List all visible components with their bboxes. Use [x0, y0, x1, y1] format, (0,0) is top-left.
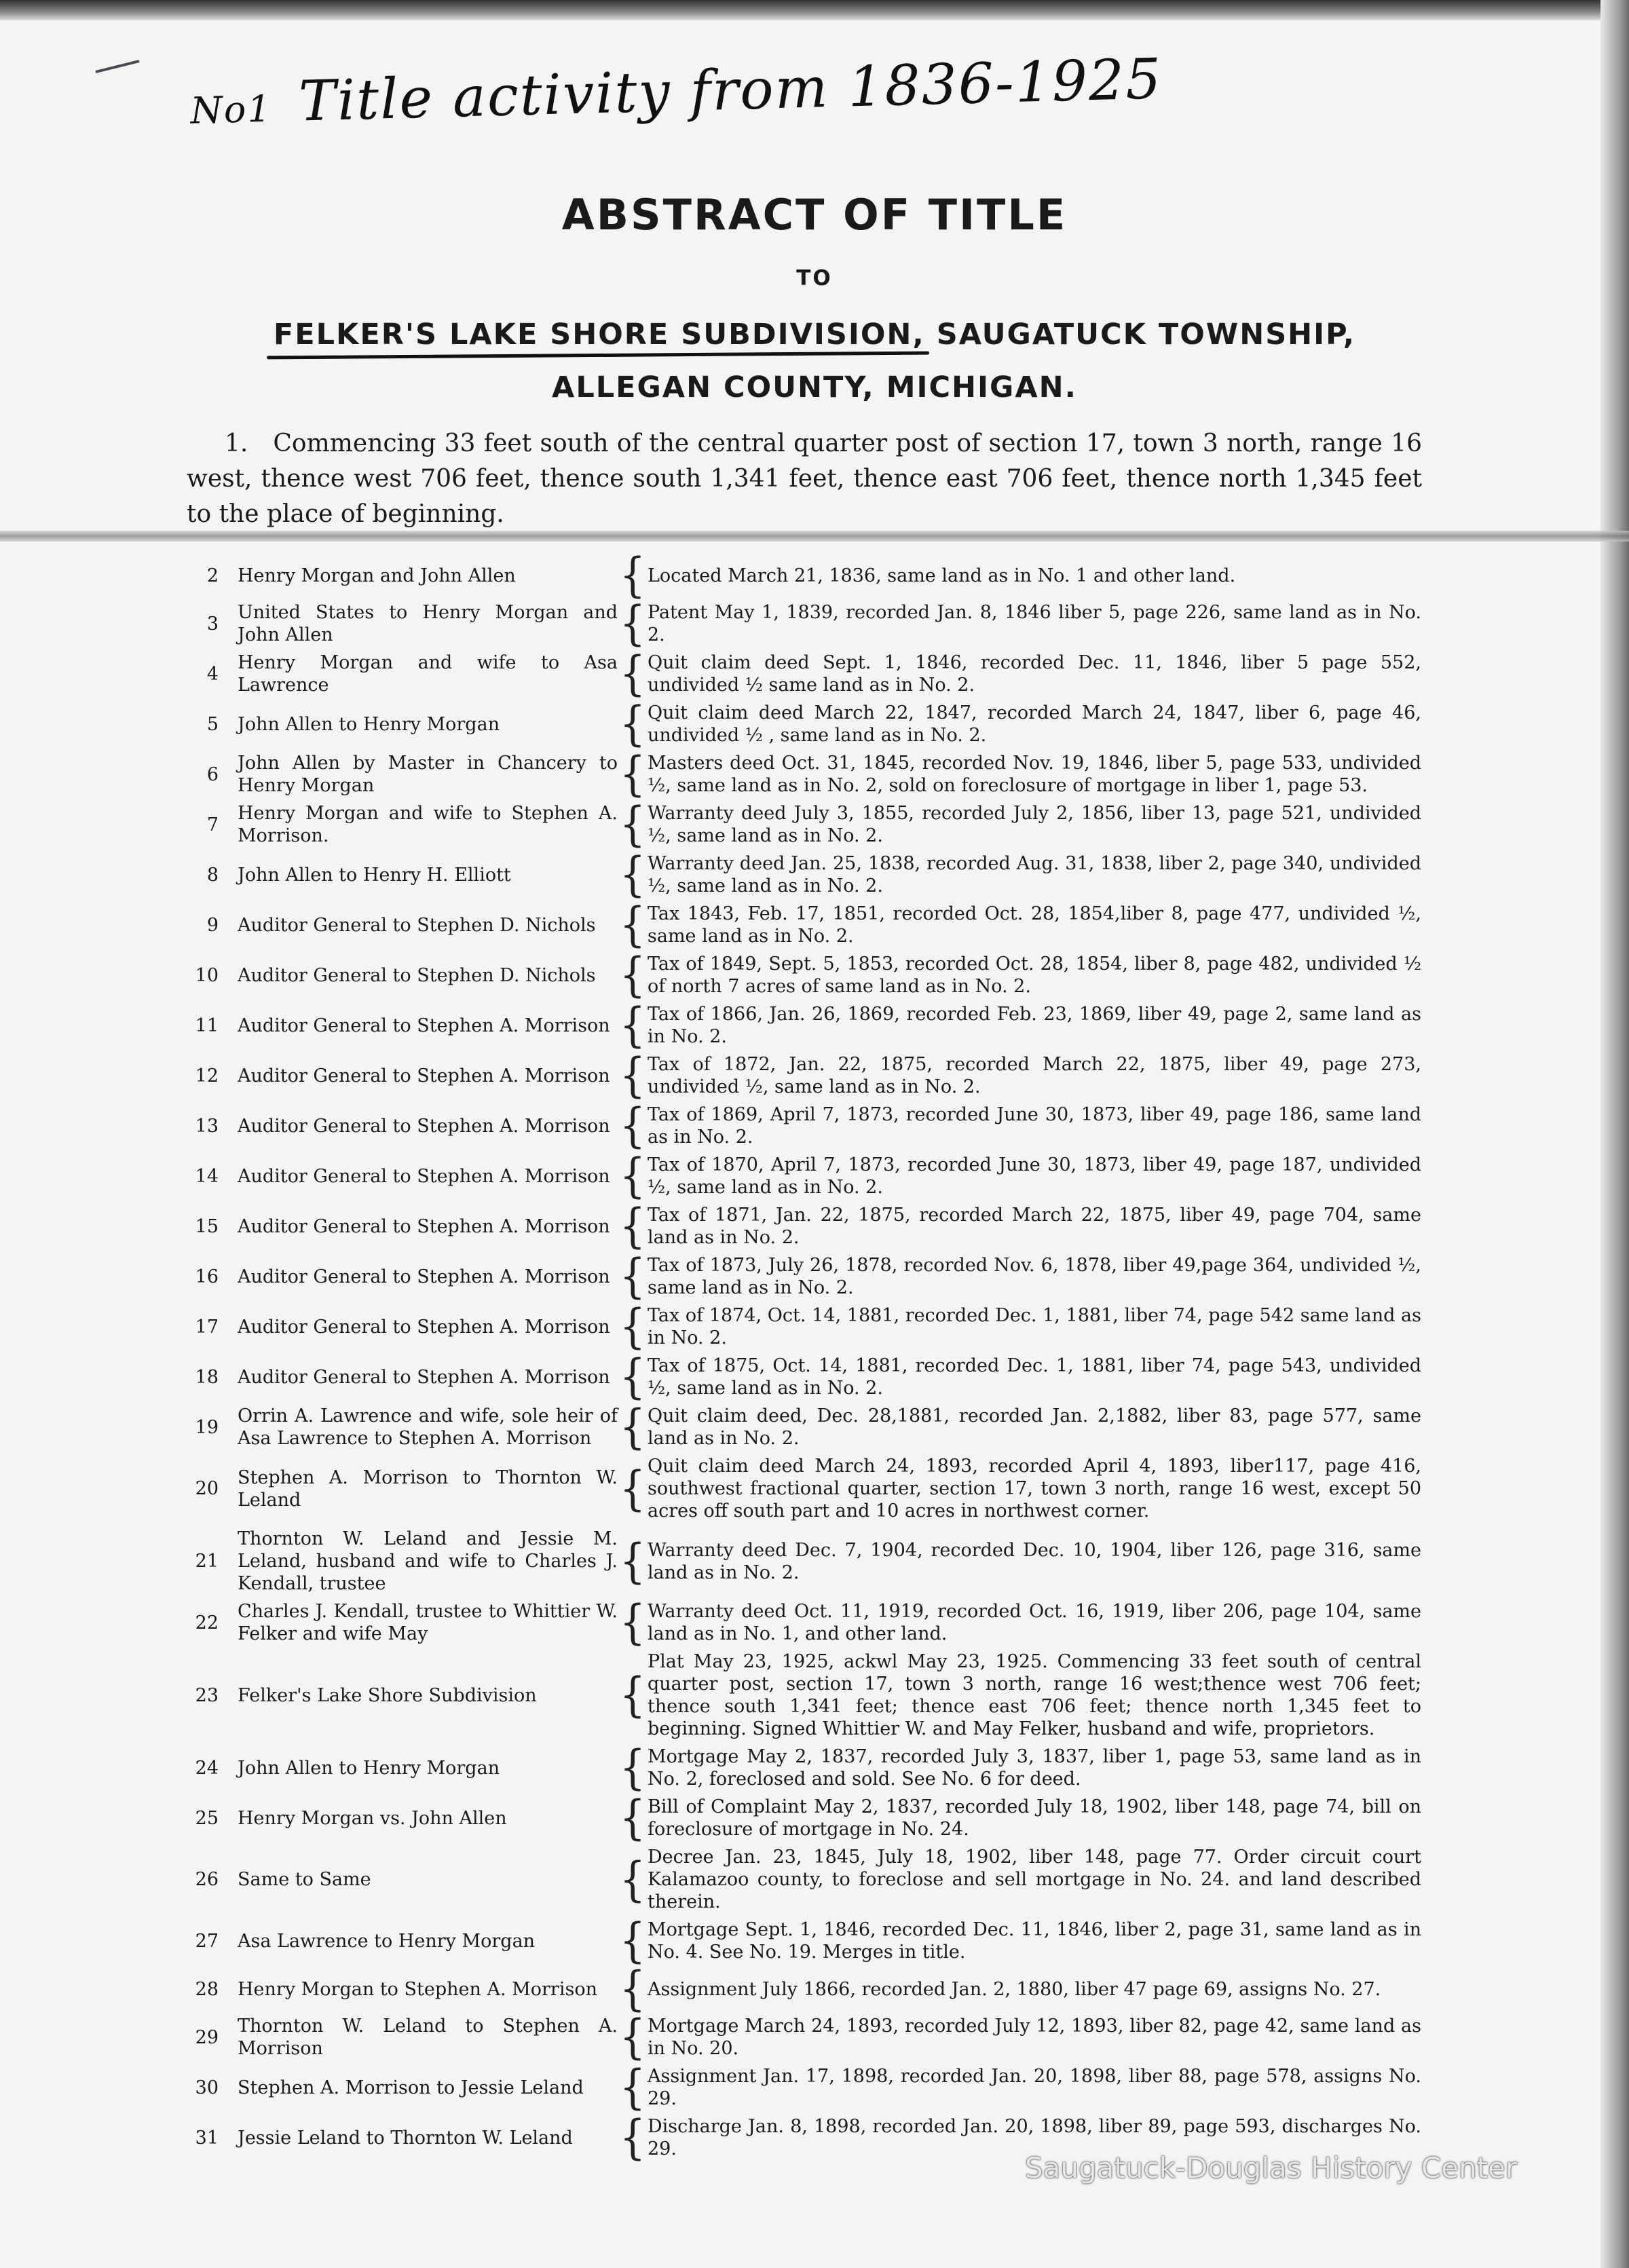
- brace-icon: {: [619, 2009, 646, 2065]
- entry-parties: John Allen by Master in Chancery to Henry Morgan: [238, 753, 618, 796]
- entry-detail: Quit claim deed March 24, 1893, recorded April 4, 1893, liber117, page 416, southwest fractional quarter, section 17, town 3 north, range 16 west, except 50 acres off south part and 10 acres in northwest corner.: [648, 1456, 1421, 1522]
- entry-number: 31: [195, 2127, 219, 2149]
- entry-row: [0, 1595, 1629, 1650]
- subdivision-name: FELKER'S LAKE SHORE SUBDIVISION,: [273, 318, 925, 352]
- entry-detail: Warranty deed Jan. 25, 1838, recorded Aug. 31, 1838, liber 2, page 340, undivided ½, same land as in No. 2.: [648, 853, 1421, 896]
- entry-row: [0, 1399, 1629, 1455]
- entry-parties: Felker's Lake Shore Subdivision: [238, 1684, 537, 1706]
- brace-icon: {: [619, 1098, 646, 1154]
- entry-number: 26: [195, 1869, 219, 1890]
- entry-detail: Discharge Jan. 8, 1898, recorded Jan. 20, 1898, liber 89, page 593, discharges No. 29.: [648, 2116, 1421, 2159]
- handwritten-note-text: Title activity from 1836-1925: [298, 47, 1163, 134]
- entry-parties: Asa Lawrence to Henry Morgan: [238, 1930, 536, 1952]
- entry-parties: Same to Same: [238, 1869, 371, 1890]
- scan-top-shadow: [0, 0, 1629, 20]
- entry-detail: Located March 21, 1836, same land as in No. 1 and other land.: [648, 565, 1236, 586]
- brace-icon: {: [619, 1249, 646, 1304]
- entry-row: [0, 2009, 1629, 2065]
- entry-detail: Quit claim deed, Dec. 28,1881, recorded Jan. 2,1882, liber 83, page 577, same land as in No. 2.: [648, 1405, 1421, 1449]
- entry-parties: John Allen to Henry H. Elliott: [238, 864, 511, 886]
- intro-number: 1.: [225, 430, 248, 457]
- entry-number: 13: [195, 1115, 219, 1137]
- brace-icon: {: [619, 746, 646, 802]
- entry-parties: Henry Morgan to Stephen A. Morrison: [238, 1978, 597, 2000]
- brace-icon: {: [619, 1913, 646, 1969]
- entry-row: [0, 1048, 1629, 1103]
- entry-parties: Auditor General to Stephen A. Morrison: [238, 1065, 610, 1086]
- entry-parties: United States to Henry Morgan and John Allen: [238, 602, 618, 645]
- intro-text: Commencing 33 feet south of the central quarter post of section 17, town 3 north, range 16 west, thence west 706 feet, thence south 1,341 feet, thence east 706 feet, thence north 1,345 feet to the place of beginning.: [187, 430, 1422, 528]
- entry-number: 29: [195, 2026, 219, 2048]
- entry-detail: Mortgage Sept. 1, 1846, recorded Dec. 11, 1846, liber 2, page 31, same land as in No. 4. See No. 19. Merges in title.: [648, 1919, 1421, 1963]
- brace-icon: {: [619, 1534, 646, 1589]
- entry-parties: Auditor General to Stephen A. Morrison: [238, 1115, 610, 1137]
- entry-row: [0, 1455, 1629, 1522]
- entry-number: 24: [195, 1757, 219, 1779]
- entry-parties: Jessie Leland to Thornton W. Leland: [238, 2127, 573, 2149]
- scan-fold-line: [0, 531, 1629, 542]
- entry-detail: Assignment Jan. 17, 1898, recorded Jan. 20, 1898, liber 88, page 578, assigns No. 29.: [648, 2066, 1421, 2109]
- handwritten-note: [189, 47, 1163, 136]
- entry-row: [0, 897, 1629, 953]
- entry-number: 27: [195, 1930, 219, 1952]
- entry-parties: Auditor General to Stephen D. Nichols: [238, 964, 596, 986]
- document-subtitle-line2: ALLEGAN COUNTY, MICHIGAN.: [552, 371, 1077, 404]
- entry-number: 15: [195, 1215, 219, 1237]
- brace-icon: {: [619, 1399, 646, 1455]
- entry-number: 6: [206, 763, 219, 785]
- entry-number: 10: [195, 964, 219, 986]
- entry-row: [0, 646, 1629, 702]
- entry-parties: Auditor General to Stephen A. Morrison: [238, 1015, 610, 1036]
- entry-row: [0, 1198, 1629, 1254]
- document-subtitle-line1: [0, 318, 1629, 352]
- brace-icon: {: [619, 596, 646, 651]
- entry-parties: Auditor General to Stephen A. Morrison: [238, 1316, 610, 1338]
- entry-parties: Auditor General to Stephen D. Nichols: [238, 914, 596, 936]
- entry-row: [0, 998, 1629, 1053]
- brace-icon: {: [619, 1198, 646, 1254]
- intro-paragraph: [187, 426, 1422, 532]
- entry-detail: Tax 1843, Feb. 17, 1851, recorded Oct. 28, 1854,liber 8, page 477, undivided ½, same land as in No. 2.: [648, 903, 1421, 947]
- entry-row: [0, 1846, 1629, 1913]
- entry-number: 12: [195, 1065, 219, 1086]
- brace-icon: {: [619, 1667, 646, 1723]
- brace-icon: {: [619, 1299, 646, 1355]
- entry-number: 30: [195, 2077, 219, 2098]
- entry-parties: John Allen to Henry Morgan: [238, 713, 500, 735]
- entry-detail: Quit claim deed March 22, 1847, recorded March 24, 1847, liber 6, page 46, undivided ½ , same land as in No. 2.: [648, 702, 1421, 746]
- brace-icon: {: [619, 548, 646, 603]
- entry-detail: Masters deed Oct. 31, 1845, recorded Nov. 19, 1846, liber 5, page 533, undivided ½, same land as in No. 2, sold on foreclosure of mortgage in liber 1, page 53.: [648, 753, 1421, 796]
- entry-row: [0, 1790, 1629, 1846]
- entry-detail: Tax of 1870, April 7, 1873, recorded June 30, 1873, liber 49, page 187, undivided ½, same land as in No. 2.: [648, 1154, 1421, 1198]
- entry-row: [0, 1299, 1629, 1355]
- brace-icon: {: [619, 947, 646, 1003]
- entry-number: 21: [195, 1551, 219, 1572]
- entry-parties: Henry Morgan and wife to Asa Lawrence: [238, 652, 618, 696]
- entry-detail: Tax of 1874, Oct. 14, 1881, recorded Dec. 1, 1881, liber 74, page 542 same land as in No. 2.: [648, 1305, 1421, 1348]
- entry-parties: Thornton W. Leland and Jessie M. Leland, husband and wife to Charles J. Kendall, trustee: [238, 1528, 618, 1594]
- entry-row: [0, 746, 1629, 802]
- entry-detail: Assignment July 1866, recorded Jan. 2, 1880, liber 47 page 69, assigns No. 27.: [648, 1978, 1381, 2000]
- entry-number: 20: [195, 1478, 219, 1499]
- handwritten-note-prefix: No1: [189, 87, 273, 132]
- entry-detail: Tax of 1849, Sept. 5, 1853, recorded Oct. 28, 1854, liber 8, page 482, undivided ½ of north 7 acres of same land as in No. 2.: [648, 953, 1421, 997]
- brace-icon: {: [619, 897, 646, 953]
- brace-icon: {: [619, 646, 646, 702]
- entry-parties: Auditor General to Stephen A. Morrison: [238, 1266, 610, 1287]
- entry-number: 18: [195, 1366, 219, 1388]
- entry-parties: Auditor General to Stephen A. Morrison: [238, 1366, 610, 1388]
- pen-mark: [95, 60, 139, 73]
- brace-icon: {: [619, 1048, 646, 1103]
- brace-icon: {: [619, 1790, 646, 1846]
- entry-detail: Mortgage March 24, 1893, recorded July 12, 1893, liber 82, page 42, same land as in No. 20.: [648, 2016, 1421, 2059]
- entry-number: 2: [206, 565, 219, 586]
- entry-detail: Decree Jan. 23, 1845, July 18, 1902, liber 148, page 77. Order circuit court Kalamazoo county, to foreclose and sell mortgage in No. 24. and land described therein.: [648, 1847, 1421, 1912]
- entry-detail: Warranty deed July 3, 1855, recorded July 2, 1856, liber 13, page 521, undivided ½, same land as in No. 2.: [648, 803, 1421, 846]
- entry-row: [0, 947, 1629, 1003]
- brace-icon: {: [619, 1961, 646, 2017]
- entry-row: [0, 596, 1629, 651]
- entry-number: 9: [206, 914, 219, 936]
- entry-parties: John Allen to Henry Morgan: [238, 1757, 500, 1779]
- entry-number: 11: [195, 1015, 219, 1036]
- entry-row: [0, 1148, 1629, 1204]
- entry-row: [0, 847, 1629, 903]
- entry-detail: Tax of 1871, Jan. 22, 1875, recorded March 22, 1875, liber 49, page 704, same land as in No. 2.: [648, 1205, 1421, 1248]
- entry-row: [0, 1349, 1629, 1405]
- entry-number: 3: [206, 613, 219, 635]
- brace-icon: {: [619, 1349, 646, 1405]
- township-name: SAUGATUCK TOWNSHIP,: [936, 318, 1356, 352]
- entry-parties: Henry Morgan and John Allen: [238, 565, 516, 586]
- entry-detail: Bill of Complaint May 2, 1837, recorded July 18, 1902, liber 148, page 74, bill on foreclosure of mortgage in No. 24.: [648, 1796, 1421, 1840]
- brace-icon: {: [619, 998, 646, 1053]
- entry-row: [0, 797, 1629, 852]
- entry-parties: Charles J. Kendall, trustee to Whittier W. Felker and wife May: [238, 1601, 618, 1644]
- entry-number: 5: [206, 713, 219, 735]
- entry-detail: Plat May 23, 1925, ackwl May 23, 1925. Commencing 33 feet south of central quarter post, section 17, town 3 north, range 16 west;thence west 706 feet; thence south 1,341 feet; thence east 706 feet; thence north 1,345 feet to beginning. Signed Whittier W. and May Felker, husband and wife, proprietors.: [648, 1651, 1421, 1739]
- document-title: ABSTRACT OF TITLE: [561, 190, 1068, 240]
- brace-icon: {: [619, 1852, 646, 1907]
- entry-number: 14: [195, 1165, 219, 1187]
- entry-parties: Orrin A. Lawrence and wife, sole heir of Asa Lawrence to Stephen A. Morrison: [238, 1405, 618, 1449]
- entry-number: 19: [195, 1416, 219, 1438]
- entry-row: [0, 1913, 1629, 1969]
- entry-row: [0, 1528, 1629, 1595]
- entry-row: [0, 2060, 1629, 2115]
- watermark: Saugatuck-Douglas History Center: [1025, 2151, 1518, 2185]
- entry-detail: Tax of 1872, Jan. 22, 1875, recorded March 22, 1875, liber 49, page 273, undivided ½, same land as in No. 2.: [648, 1054, 1421, 1097]
- entry-parties: Auditor General to Stephen A. Morrison: [238, 1215, 610, 1237]
- entry-detail: Quit claim deed Sept. 1, 1846, recorded Dec. 11, 1846, liber 5 page 552, undivided ½ same land as in No. 2.: [648, 652, 1421, 696]
- entry-detail: Tax of 1866, Jan. 26, 1869, recorded Feb. 23, 1869, liber 49, page 2, same land as in No. 2.: [648, 1004, 1421, 1047]
- entry-number: 8: [206, 864, 219, 886]
- entry-number: 23: [195, 1684, 219, 1706]
- entry-detail: Tax of 1873, July 26, 1878, recorded Nov. 6, 1878, liber 49,page 364, undivided ½, same land as in No. 2.: [648, 1255, 1421, 1298]
- entry-number: 4: [206, 663, 219, 685]
- entry-row: [0, 1740, 1629, 1796]
- entry-detail: Mortgage May 2, 1837, recorded July 3, 1837, liber 1, page 53, same land as in No. 2, foreclosed and sold. See No. 6 for deed.: [648, 1746, 1421, 1790]
- entry-number: 25: [195, 1807, 219, 1829]
- entry-parties: Auditor General to Stephen A. Morrison: [238, 1165, 610, 1187]
- brace-icon: {: [619, 696, 646, 752]
- entry-row: [0, 696, 1629, 752]
- entry-row: [0, 1098, 1629, 1154]
- entry-detail: Warranty deed Oct. 11, 1919, recorded Oct. 16, 1919, liber 206, page 104, same land as in No. 1, and other land.: [648, 1601, 1421, 1644]
- brace-icon: {: [619, 2060, 646, 2115]
- brace-icon: {: [619, 1461, 646, 1516]
- entries-list: [0, 548, 1629, 2166]
- entry-number: 22: [195, 1612, 219, 1633]
- brace-icon: {: [619, 1148, 646, 1204]
- entry-detail: Tax of 1869, April 7, 1873, recorded June 30, 1873, liber 49, page 186, same land as in No. 2.: [648, 1104, 1421, 1148]
- entry-number: 7: [206, 814, 219, 835]
- entry-detail: Tax of 1875, Oct. 14, 1881, recorded Dec. 1, 1881, liber 74, page 543, undivided ½, same land as in No. 2.: [648, 1355, 1421, 1399]
- entry-row: [0, 1650, 1629, 1740]
- entry-parties: Henry Morgan vs. John Allen: [238, 1807, 507, 1829]
- entry-number: 16: [195, 1266, 219, 1287]
- entry-parties: Stephen A. Morrison to Jessie Leland: [238, 2077, 584, 2098]
- brace-icon: {: [619, 1595, 646, 1650]
- entry-detail: Patent May 1, 1839, recorded Jan. 8, 1846 liber 5, page 226, same land as in No. 2.: [648, 602, 1421, 645]
- entry-parties: Stephen A. Morrison to Thornton W. Leland: [238, 1467, 618, 1511]
- entry-number: 28: [195, 1978, 219, 2000]
- entry-row: [0, 1249, 1629, 1304]
- entry-number: 17: [195, 1316, 219, 1338]
- brace-icon: {: [619, 797, 646, 852]
- entry-row: [0, 1961, 1629, 2017]
- entry-parties: Henry Morgan and wife to Stephen A. Morrison.: [238, 803, 618, 846]
- brace-icon: {: [619, 847, 646, 903]
- entry-detail: Warranty deed Dec. 7, 1904, recorded Dec. 10, 1904, liber 126, page 316, same land as in No. 2.: [648, 1539, 1421, 1583]
- entry-row: [0, 548, 1629, 603]
- document-title-to: TO: [796, 266, 833, 290]
- entry-parties: Thornton W. Leland to Stephen A. Morrison: [238, 2016, 618, 2059]
- brace-icon: {: [619, 2110, 646, 2166]
- brace-icon: {: [619, 1740, 646, 1796]
